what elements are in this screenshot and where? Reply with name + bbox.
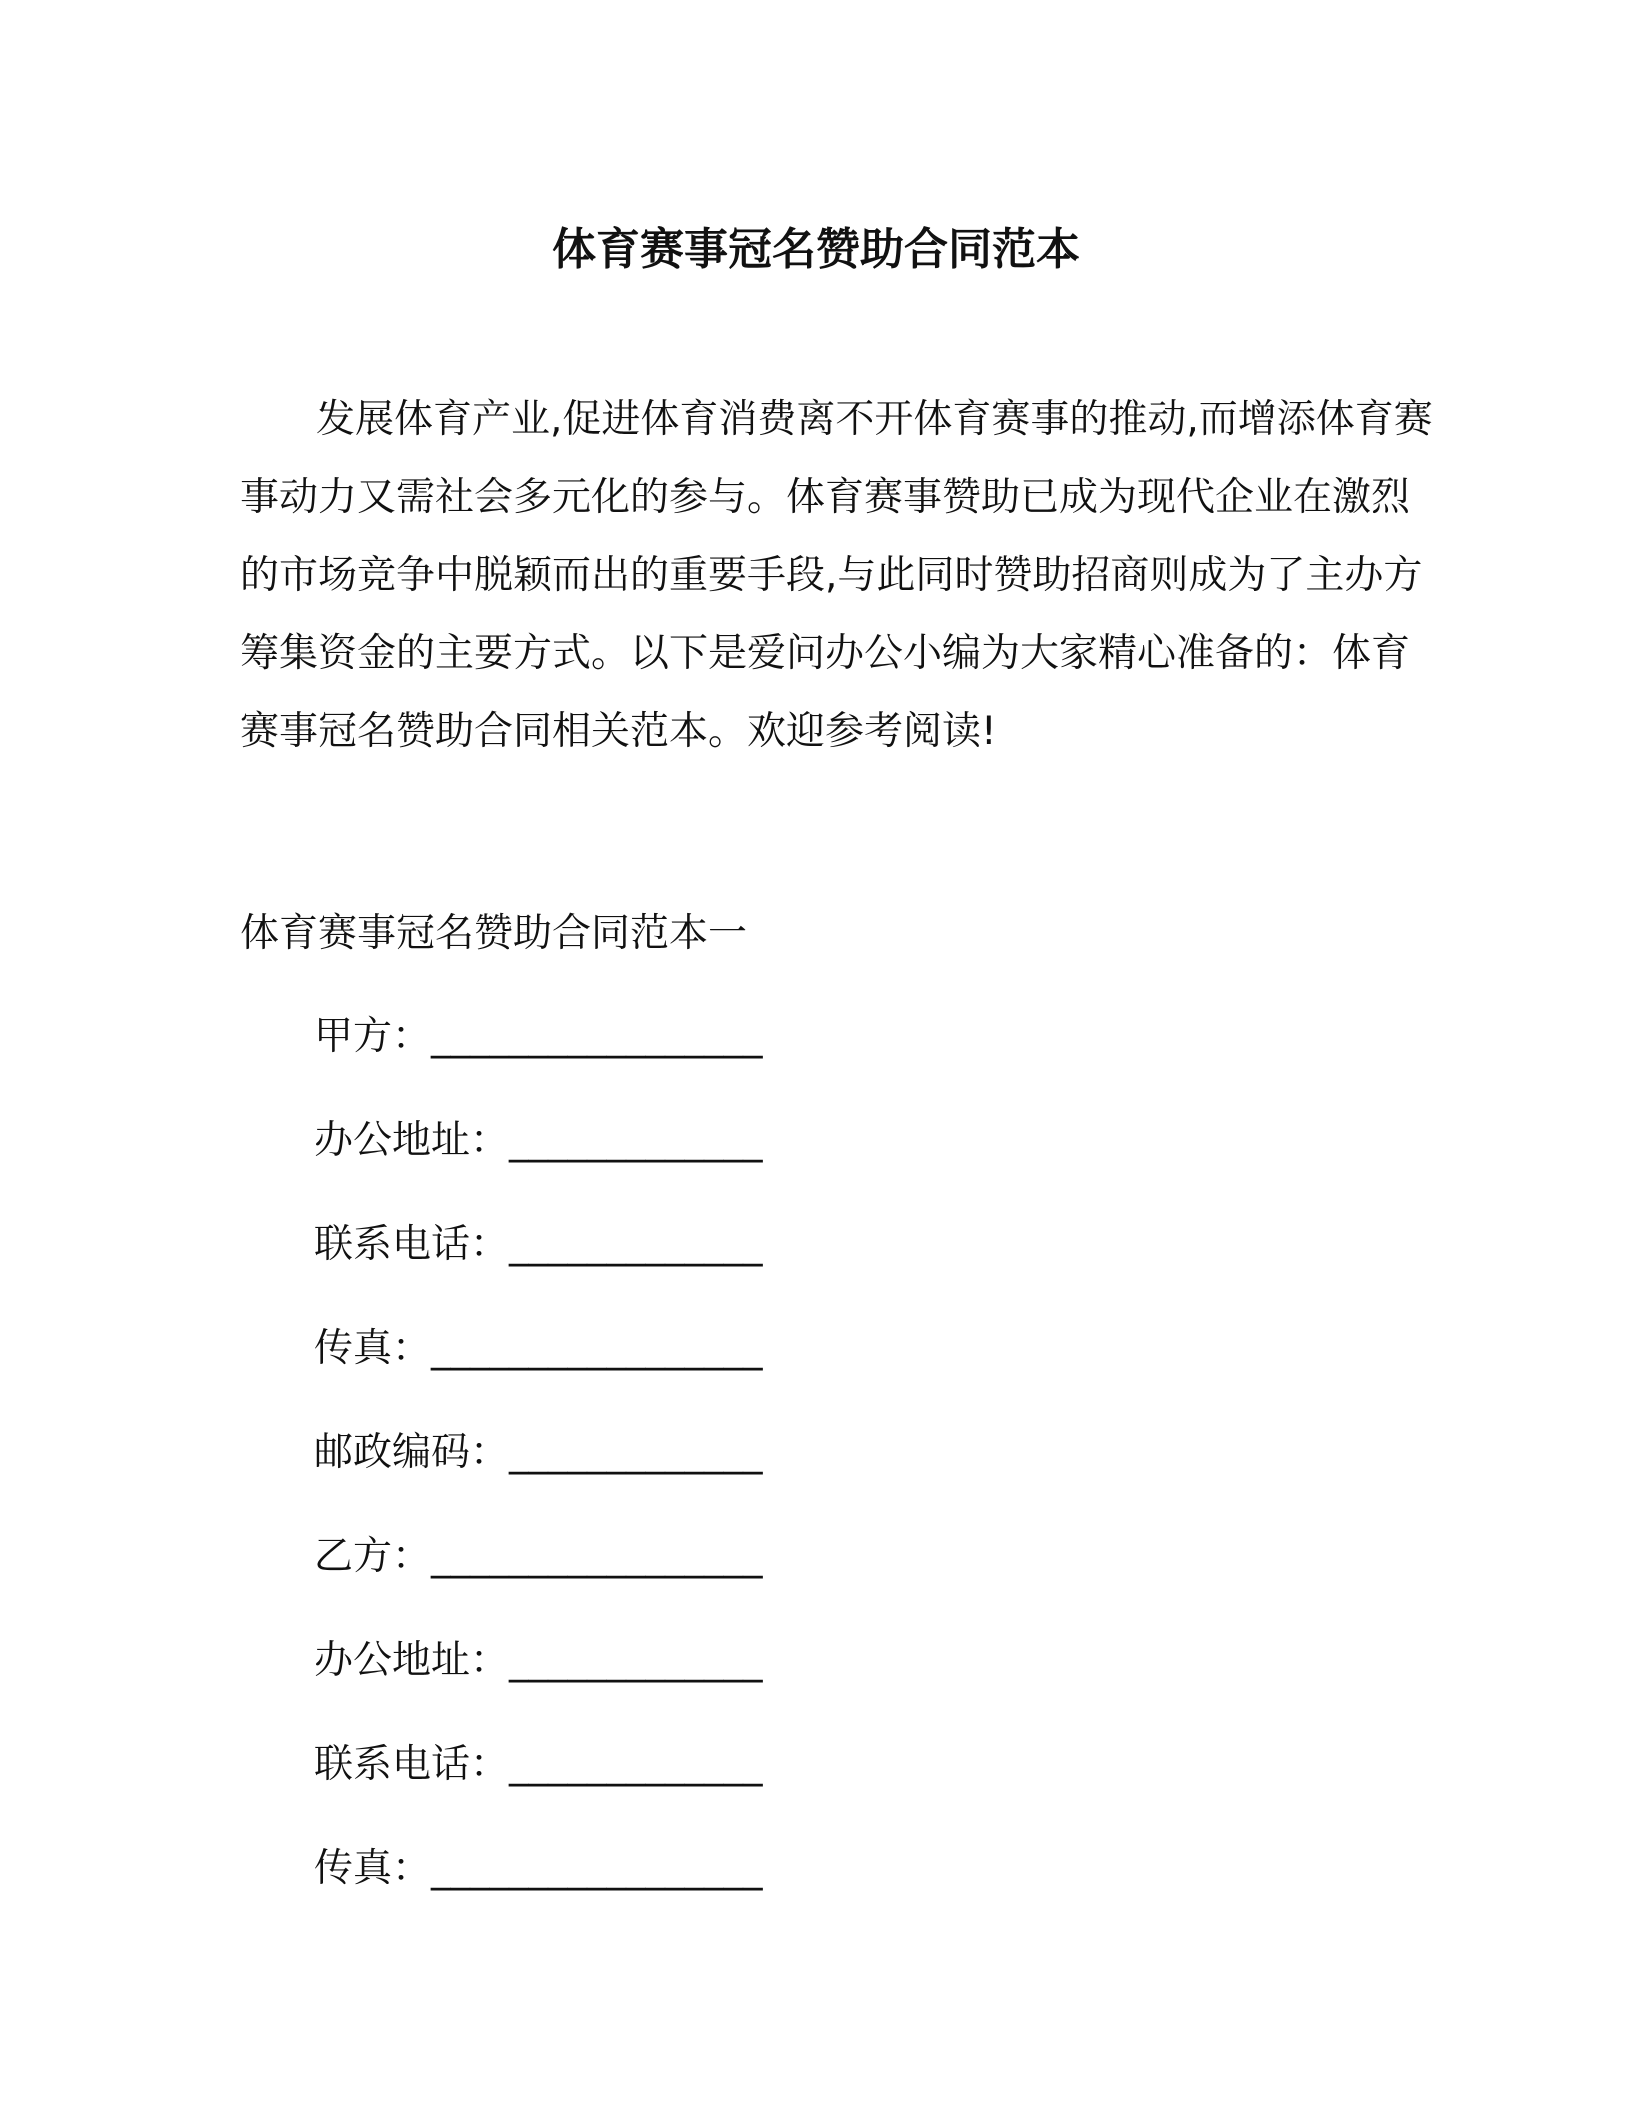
field-label: 联系电话： (314, 1222, 510, 1267)
fill-in-blank: _____________ (509, 1222, 763, 1267)
intro-line: 发展体育产业,促进体育消费离不开体育赛事的推动,而增添体育赛 (316, 397, 1433, 442)
field-row-party-a (314, 1010, 1314, 1114)
field-label: 甲方： (314, 1014, 432, 1059)
intro-line: 筹集资金的主要方式。以下是爱问办公小编为大家精心准备的：体育 (240, 631, 1411, 676)
fill-in-blank: _________________ (431, 1534, 763, 1579)
fill-in-blank: _________________ (431, 1846, 763, 1891)
field-row-fax (314, 1322, 1314, 1426)
intro-line: 的市场竞争中脱颖而出的重要手段,与此同时赞助招商则成为了主办方 (240, 553, 1423, 598)
intro-line: 事动力又需社会多元化的参与。体育赛事赞助已成为现代企业在激烈 (240, 475, 1411, 520)
fill-in-blank: _____________ (509, 1638, 763, 1683)
field-row-phone (314, 1738, 1314, 1842)
field-label: 传真： (314, 1846, 432, 1891)
field-row-fax (314, 1842, 1314, 1946)
field-row-office-address (314, 1114, 1314, 1218)
field-label: 办公地址： (314, 1118, 510, 1163)
fill-in-blank: _____________ (509, 1118, 763, 1163)
field-label: 办公地址： (314, 1638, 510, 1683)
fill-in-blank: _____________ (509, 1742, 763, 1787)
field-row-party-b (314, 1530, 1314, 1634)
document-title: 体育赛事冠名赞助合同范本 (552, 224, 1080, 275)
intro-line: 赛事冠名赞助合同相关范本。欢迎参考阅读! (240, 709, 997, 754)
fill-in-blank: _____________ (509, 1430, 763, 1475)
section-heading: 体育赛事冠名赞助合同范本一 (240, 911, 748, 956)
field-label: 邮政编码： (314, 1430, 510, 1475)
contract-fields (314, 1010, 1314, 1946)
fill-in-blank: _________________ (431, 1326, 763, 1371)
field-label: 联系电话： (314, 1742, 510, 1787)
field-row-office-address (314, 1634, 1314, 1738)
field-label: 传真： (314, 1326, 432, 1371)
fill-in-blank: _________________ (431, 1014, 763, 1059)
field-label: 乙方： (314, 1534, 432, 1579)
field-row-postal-code (314, 1426, 1314, 1530)
intro-paragraph (240, 393, 1433, 783)
field-row-phone (314, 1218, 1314, 1322)
